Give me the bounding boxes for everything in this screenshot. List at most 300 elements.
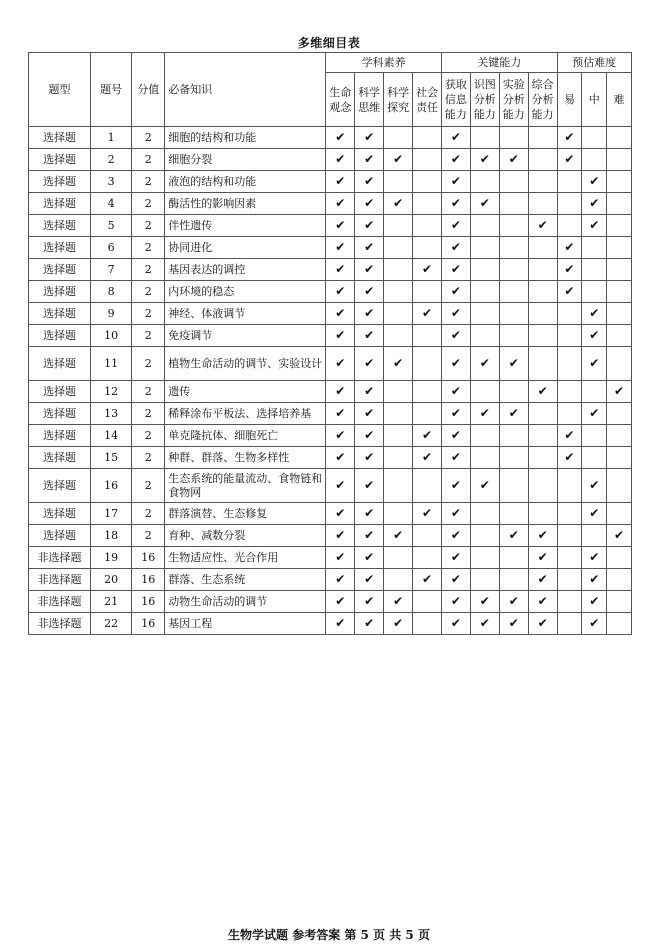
table-row [29,613,632,635]
check-mark-cell [441,259,470,281]
check-icon: ✔ [589,306,600,320]
cell-score: 2 [132,503,165,525]
empty-cell [607,503,632,525]
check-icon: ✔ [364,450,375,464]
check-mark-cell [326,525,355,547]
empty-cell [499,447,528,469]
check-icon: ✔ [564,240,575,254]
empty-cell [384,303,413,325]
header-group-difficulty: 预估难度 [557,53,631,73]
check-mark-cell [470,591,499,613]
check-mark-cell [326,303,355,325]
check-icon: ✔ [393,196,404,210]
page-title: 多维细目表 [297,36,361,50]
check-icon: ✔ [589,616,600,630]
empty-cell [470,325,499,347]
cell-number: 15 [90,447,131,469]
check-icon: ✔ [335,594,346,608]
check-mark-cell [582,613,607,635]
check-icon: ✔ [479,356,490,370]
check-mark-cell [355,591,384,613]
empty-cell [582,127,607,149]
table-row [29,569,632,591]
check-mark-cell [384,613,413,635]
empty-cell [470,281,499,303]
check-mark-cell [355,403,384,425]
check-icon: ✔ [393,356,404,370]
check-icon: ✔ [364,506,375,520]
cell-knowledge: 基因工程 [165,613,326,635]
header-literacy-3: 科学 探究 [384,73,413,127]
check-icon: ✔ [421,506,433,520]
check-icon: ✔ [508,356,519,370]
check-icon: ✔ [450,262,461,276]
empty-cell [384,425,413,447]
empty-cell [607,215,632,237]
check-icon: ✔ [335,196,346,210]
cell-number: 11 [90,347,131,381]
check-icon: ✔ [335,550,346,564]
empty-cell [582,259,607,281]
check-mark-cell [557,425,582,447]
empty-cell [582,149,607,171]
check-icon: ✔ [589,174,600,188]
empty-cell [470,303,499,325]
check-icon: ✔ [564,152,575,166]
empty-cell [557,547,582,569]
check-mark-cell [607,381,632,403]
empty-cell [528,403,557,425]
check-mark-cell [499,403,528,425]
check-icon: ✔ [450,506,461,520]
check-mark-cell [441,447,470,469]
check-mark-cell [413,503,442,525]
table-row [29,469,632,503]
check-icon: ✔ [589,478,600,492]
empty-cell [384,547,413,569]
check-mark-cell [528,547,557,569]
cell-number: 18 [90,525,131,547]
check-mark-cell [355,237,384,259]
check-icon: ✔ [479,152,490,166]
empty-cell [607,281,632,303]
cell-type: 选择题 [29,425,91,447]
check-mark-cell [326,613,355,635]
empty-cell [557,303,582,325]
empty-cell [528,303,557,325]
cell-score: 2 [132,259,165,281]
check-icon: ✔ [364,240,375,254]
empty-cell [499,469,528,503]
cell-knowledge: 遗传 [165,381,326,403]
empty-cell [499,303,528,325]
check-icon: ✔ [479,196,490,210]
cell-score: 2 [132,425,165,447]
check-mark-cell [582,591,607,613]
check-icon: ✔ [450,528,461,542]
empty-cell [499,425,528,447]
check-icon: ✔ [450,306,461,320]
check-icon: ✔ [421,450,433,464]
check-mark-cell [326,127,355,149]
empty-cell [470,503,499,525]
check-mark-cell [441,503,470,525]
check-mark-cell [470,613,499,635]
check-mark-cell [441,425,470,447]
check-icon: ✔ [589,550,600,564]
empty-cell [413,525,442,547]
check-mark-cell [355,569,384,591]
check-icon: ✔ [393,152,404,166]
check-mark-cell [582,171,607,193]
check-mark-cell [441,547,470,569]
check-icon: ✔ [335,356,346,370]
check-icon: ✔ [589,572,600,586]
check-icon: ✔ [450,284,461,298]
table-row [29,215,632,237]
empty-cell [413,469,442,503]
check-mark-cell [355,127,384,149]
check-mark-cell [355,149,384,171]
empty-cell [499,193,528,215]
check-mark-cell [384,193,413,215]
check-icon: ✔ [564,284,575,298]
check-icon: ✔ [364,406,375,420]
check-mark-cell [326,193,355,215]
check-mark-cell [582,503,607,525]
cell-number: 20 [90,569,131,591]
empty-cell [413,403,442,425]
check-icon: ✔ [335,306,346,320]
check-mark-cell [355,259,384,281]
empty-cell [384,259,413,281]
check-icon: ✔ [450,478,461,492]
check-mark-cell [355,425,384,447]
check-mark-cell [582,547,607,569]
check-icon: ✔ [364,478,375,492]
check-icon: ✔ [508,616,519,630]
empty-cell [470,569,499,591]
cell-number: 19 [90,547,131,569]
check-icon: ✔ [393,528,404,542]
empty-cell [528,193,557,215]
check-icon: ✔ [450,328,461,342]
header-difficulty-2: 中 [582,73,607,127]
check-mark-cell [355,347,384,381]
empty-cell [528,325,557,347]
empty-cell [413,215,442,237]
cell-number: 3 [90,171,131,193]
header-knowledge: 必备知识 [165,53,326,127]
empty-cell [607,613,632,635]
table-row [29,591,632,613]
empty-cell [384,171,413,193]
check-icon: ✔ [479,406,490,420]
check-mark-cell [326,215,355,237]
check-icon: ✔ [335,284,346,298]
check-icon: ✔ [421,428,433,442]
cell-knowledge: 协同进化 [165,237,326,259]
check-icon: ✔ [364,328,375,342]
check-icon: ✔ [589,594,600,608]
check-icon: ✔ [589,406,600,420]
specification-table [28,52,632,635]
empty-cell [470,215,499,237]
check-icon: ✔ [335,572,346,586]
cell-type: 选择题 [29,447,91,469]
table-row [29,325,632,347]
check-icon: ✔ [335,328,346,342]
check-icon: ✔ [589,218,600,232]
table-row [29,347,632,381]
cell-score: 16 [132,591,165,613]
check-mark-cell [326,425,355,447]
check-mark-cell [355,215,384,237]
cell-score: 2 [132,347,165,381]
empty-cell [470,259,499,281]
check-icon: ✔ [537,572,548,586]
empty-cell [528,503,557,525]
check-icon: ✔ [450,218,461,232]
table-row [29,403,632,425]
check-icon: ✔ [537,218,548,232]
empty-cell [384,127,413,149]
empty-cell [582,281,607,303]
header-difficulty-3: 难 [607,73,632,127]
empty-cell [413,193,442,215]
cell-score: 2 [132,381,165,403]
check-mark-cell [326,403,355,425]
cell-number: 2 [90,149,131,171]
check-icon: ✔ [335,152,346,166]
check-icon: ✔ [364,284,375,298]
empty-cell [607,447,632,469]
empty-cell [499,381,528,403]
check-icon: ✔ [393,616,404,630]
check-mark-cell [582,469,607,503]
cell-knowledge: 群落演替、生态修复 [165,503,326,525]
empty-cell [557,171,582,193]
cell-number: 10 [90,325,131,347]
empty-cell [582,237,607,259]
check-mark-cell [528,381,557,403]
table-row [29,303,632,325]
table-row [29,525,632,547]
check-icon: ✔ [364,616,375,630]
header-group-ability: 关键能力 [441,53,557,73]
check-icon: ✔ [364,130,375,144]
cell-type: 选择题 [29,127,91,149]
check-mark-cell [470,149,499,171]
cell-knowledge: 细胞分裂 [165,149,326,171]
cell-knowledge: 种群、群落、生物多样性 [165,447,326,469]
check-mark-cell [607,525,632,547]
check-mark-cell [413,259,442,281]
check-mark-cell [441,215,470,237]
check-mark-cell [441,303,470,325]
cell-score: 16 [132,613,165,635]
empty-cell [470,425,499,447]
check-mark-cell [326,281,355,303]
cell-score: 2 [132,447,165,469]
empty-cell [528,127,557,149]
check-icon: ✔ [537,528,548,542]
cell-number: 4 [90,193,131,215]
check-mark-cell [326,447,355,469]
empty-cell [607,149,632,171]
check-icon: ✔ [364,218,375,232]
cell-type: 选择题 [29,193,91,215]
empty-cell [413,171,442,193]
empty-cell [499,215,528,237]
check-mark-cell [582,325,607,347]
cell-knowledge: 伴性遗传 [165,215,326,237]
empty-cell [607,171,632,193]
header-ability-3: 实验 分析 能力 [499,73,528,127]
check-icon: ✔ [335,240,346,254]
empty-cell [557,591,582,613]
header-literacy-2: 科学 思维 [355,73,384,127]
cell-score: 2 [132,237,165,259]
header-number: 题号 [90,53,131,127]
check-icon: ✔ [564,450,575,464]
check-mark-cell [557,127,582,149]
cell-type: 选择题 [29,325,91,347]
empty-cell [557,525,582,547]
check-mark-cell [441,193,470,215]
cell-knowledge: 免疫调节 [165,325,326,347]
check-icon: ✔ [335,428,346,442]
check-mark-cell [528,525,557,547]
cell-type: 选择题 [29,281,91,303]
check-icon: ✔ [450,356,461,370]
check-mark-cell [441,281,470,303]
check-mark-cell [441,127,470,149]
empty-cell [557,469,582,503]
check-icon: ✔ [614,384,625,398]
check-mark-cell [355,325,384,347]
empty-cell [384,469,413,503]
check-icon: ✔ [450,240,461,254]
check-icon: ✔ [479,594,490,608]
cell-type: 选择题 [29,381,91,403]
check-icon: ✔ [450,594,461,608]
empty-cell [499,237,528,259]
empty-cell [384,237,413,259]
empty-cell [557,613,582,635]
cell-number: 22 [90,613,131,635]
header-score: 分值 [132,53,165,127]
check-icon: ✔ [335,406,346,420]
empty-cell [499,503,528,525]
check-icon: ✔ [421,306,433,320]
check-mark-cell [528,569,557,591]
empty-cell [607,469,632,503]
cell-score: 16 [132,569,165,591]
header-type: 题型 [29,53,91,127]
header-literacy-1: 生命 观念 [326,73,355,127]
cell-type: 非选择题 [29,547,91,569]
check-mark-cell [355,469,384,503]
cell-type: 选择题 [29,469,91,503]
table-row [29,237,632,259]
table-row [29,281,632,303]
check-mark-cell [384,149,413,171]
check-icon: ✔ [421,572,433,586]
cell-score: 2 [132,127,165,149]
empty-cell [413,381,442,403]
check-mark-cell [528,215,557,237]
check-mark-cell [441,347,470,381]
check-mark-cell [413,569,442,591]
check-icon: ✔ [450,616,461,630]
check-icon: ✔ [335,174,346,188]
check-mark-cell [441,569,470,591]
cell-number: 1 [90,127,131,149]
check-mark-cell [355,525,384,547]
cell-score: 2 [132,403,165,425]
empty-cell [582,381,607,403]
check-mark-cell [326,503,355,525]
check-icon: ✔ [364,594,375,608]
cell-score: 2 [132,325,165,347]
check-mark-cell [326,325,355,347]
check-mark-cell [326,259,355,281]
check-mark-cell [470,193,499,215]
check-icon: ✔ [364,306,375,320]
check-icon: ✔ [537,550,548,564]
check-icon: ✔ [508,594,519,608]
check-icon: ✔ [335,478,346,492]
empty-cell [528,171,557,193]
empty-cell [413,347,442,381]
cell-type: 选择题 [29,171,91,193]
empty-cell [557,403,582,425]
table-row [29,171,632,193]
check-mark-cell [582,193,607,215]
check-mark-cell [326,237,355,259]
cell-type: 选择题 [29,237,91,259]
check-mark-cell [355,547,384,569]
check-mark-cell [499,591,528,613]
check-icon: ✔ [564,262,575,276]
cell-score: 2 [132,525,165,547]
empty-cell [413,325,442,347]
empty-cell [607,591,632,613]
empty-cell [499,547,528,569]
check-icon: ✔ [508,528,519,542]
empty-cell [499,569,528,591]
cell-type: 非选择题 [29,591,91,613]
header-ability-4: 综合 分析 能力 [528,73,557,127]
check-mark-cell [582,569,607,591]
cell-type: 选择题 [29,149,91,171]
cell-number: 7 [90,259,131,281]
cell-score: 2 [132,303,165,325]
table-row [29,547,632,569]
empty-cell [557,325,582,347]
cell-number: 9 [90,303,131,325]
empty-cell [582,447,607,469]
check-icon: ✔ [589,196,600,210]
check-mark-cell [557,259,582,281]
check-icon: ✔ [508,406,519,420]
empty-cell [557,503,582,525]
empty-cell [607,237,632,259]
check-mark-cell [441,237,470,259]
check-mark-cell [499,613,528,635]
cell-number: 16 [90,469,131,503]
